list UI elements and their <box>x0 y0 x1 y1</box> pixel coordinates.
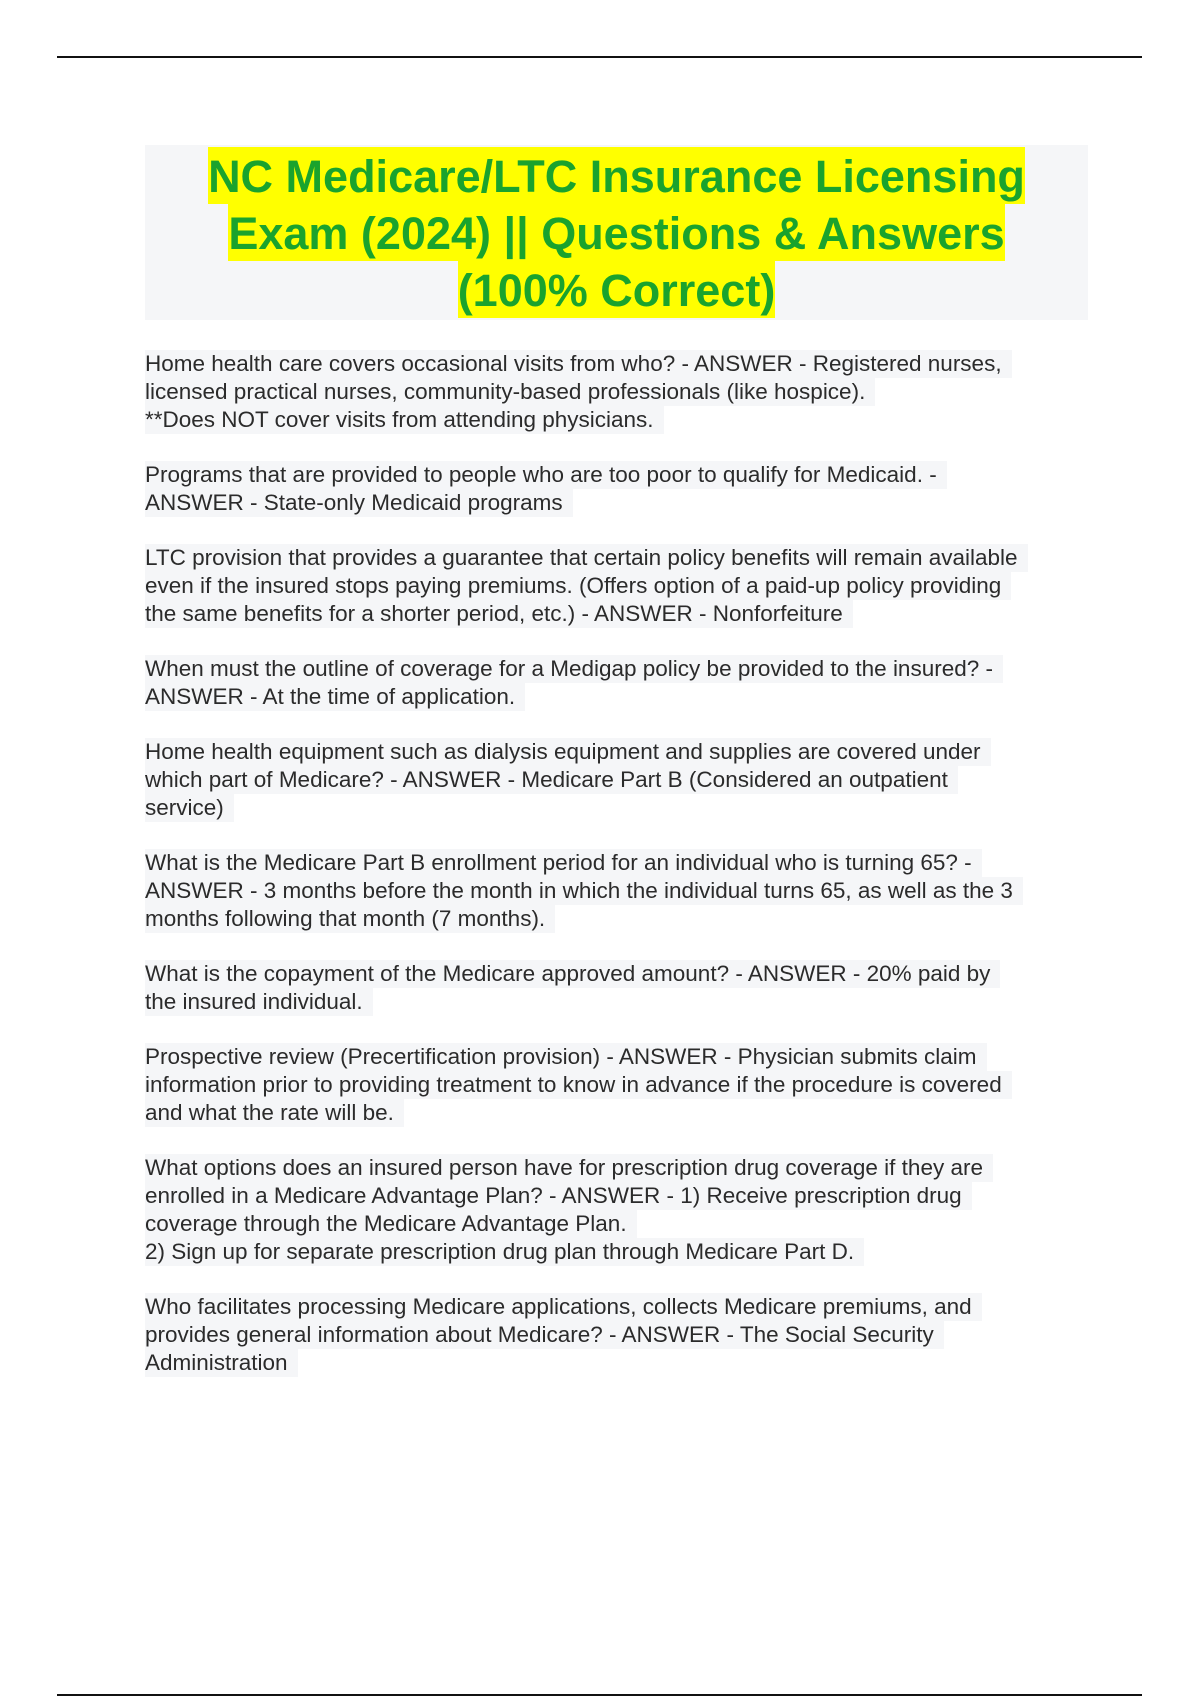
qa-text-line: the insured individual. <box>145 988 373 1016</box>
qa-text-line: service) <box>145 794 234 822</box>
title-line: NC Medicare/LTC Insurance Licensing <box>208 147 1025 204</box>
qa-text-line: coverage through the Medicare Advantage Plan. <box>145 1210 637 1238</box>
qa-text-line: and what the rate will be. <box>145 1099 404 1127</box>
qa-item <box>145 738 1095 822</box>
qa-text-line: When must the outline of coverage for a Medigap policy be provided to the insured? - <box>145 655 1003 683</box>
qa-text-line: months following that month (7 months). <box>145 905 555 933</box>
qa-text-line: Administration <box>145 1349 298 1377</box>
qa-text-line: Prospective review (Precertification provision) - ANSWER - Physician submits claim <box>145 1043 987 1071</box>
qa-text-line: What is the copayment of the Medicare approved amount? - ANSWER - 20% paid by <box>145 960 1000 988</box>
qa-text-line: even if the insured stops paying premiums. (Offers option of a paid-up policy providing <box>145 572 1011 600</box>
qa-text-line: provides general information about Medicare? - ANSWER - The Social Security <box>145 1321 944 1349</box>
qa-text-line: Who facilitates processing Medicare applications, collects Medicare premiums, and <box>145 1293 982 1321</box>
qa-text-line: the same benefits for a shorter period, etc.) - ANSWER - Nonforfeiture <box>145 600 853 628</box>
qa-text-line: **Does NOT cover visits from attending physicians. <box>145 406 664 434</box>
qa-item <box>145 1293 1095 1377</box>
qa-list <box>145 350 1095 1404</box>
top-rule <box>57 56 1142 58</box>
qa-item <box>145 1154 1095 1266</box>
qa-text-line: Programs that are provided to people who are too poor to qualify for Medicaid. - <box>145 461 947 489</box>
qa-item <box>145 960 1095 1016</box>
qa-text-line: What options does an insured person have for prescription drug coverage if they are <box>145 1154 993 1182</box>
qa-text-line: LTC provision that provides a guarantee that certain policy benefits will remain available <box>145 544 1028 572</box>
qa-item <box>145 350 1095 434</box>
qa-text-line: ANSWER - 3 months before the month in which the individual turns 65, as well as the 3 <box>145 877 1023 905</box>
qa-text-line: which part of Medicare? - ANSWER - Medicare Part B (Considered an outpatient <box>145 766 958 794</box>
qa-item <box>145 1043 1095 1127</box>
qa-text-line: information prior to providing treatment to know in advance if the procedure is covered <box>145 1071 1012 1099</box>
qa-text-line: What is the Medicare Part B enrollment period for an individual who is turning 65? - <box>145 849 982 877</box>
document-title <box>145 145 1088 320</box>
qa-text-line: Home health care covers occasional visits from who? - ANSWER - Registered nurses, <box>145 350 1012 378</box>
qa-item <box>145 461 1095 517</box>
title-line: (100% Correct) <box>458 261 776 318</box>
qa-text-line: Home health equipment such as dialysis equipment and supplies are covered under <box>145 738 991 766</box>
qa-text-line: 2) Sign up for separate prescription drug plan through Medicare Part D. <box>145 1238 864 1266</box>
qa-text-line: licensed practical nurses, community-based professionals (like hospice). <box>145 378 875 406</box>
qa-item <box>145 849 1095 933</box>
title-line: Exam (2024) || Questions & Answers <box>228 204 1004 261</box>
qa-text-line: enrolled in a Medicare Advantage Plan? - ANSWER - 1) Receive prescription drug <box>145 1182 972 1210</box>
qa-item <box>145 655 1095 711</box>
qa-text-line: ANSWER - State-only Medicaid programs <box>145 489 573 517</box>
bottom-rule <box>57 1694 1142 1696</box>
qa-item <box>145 544 1095 628</box>
qa-text-line: ANSWER - At the time of application. <box>145 683 525 711</box>
